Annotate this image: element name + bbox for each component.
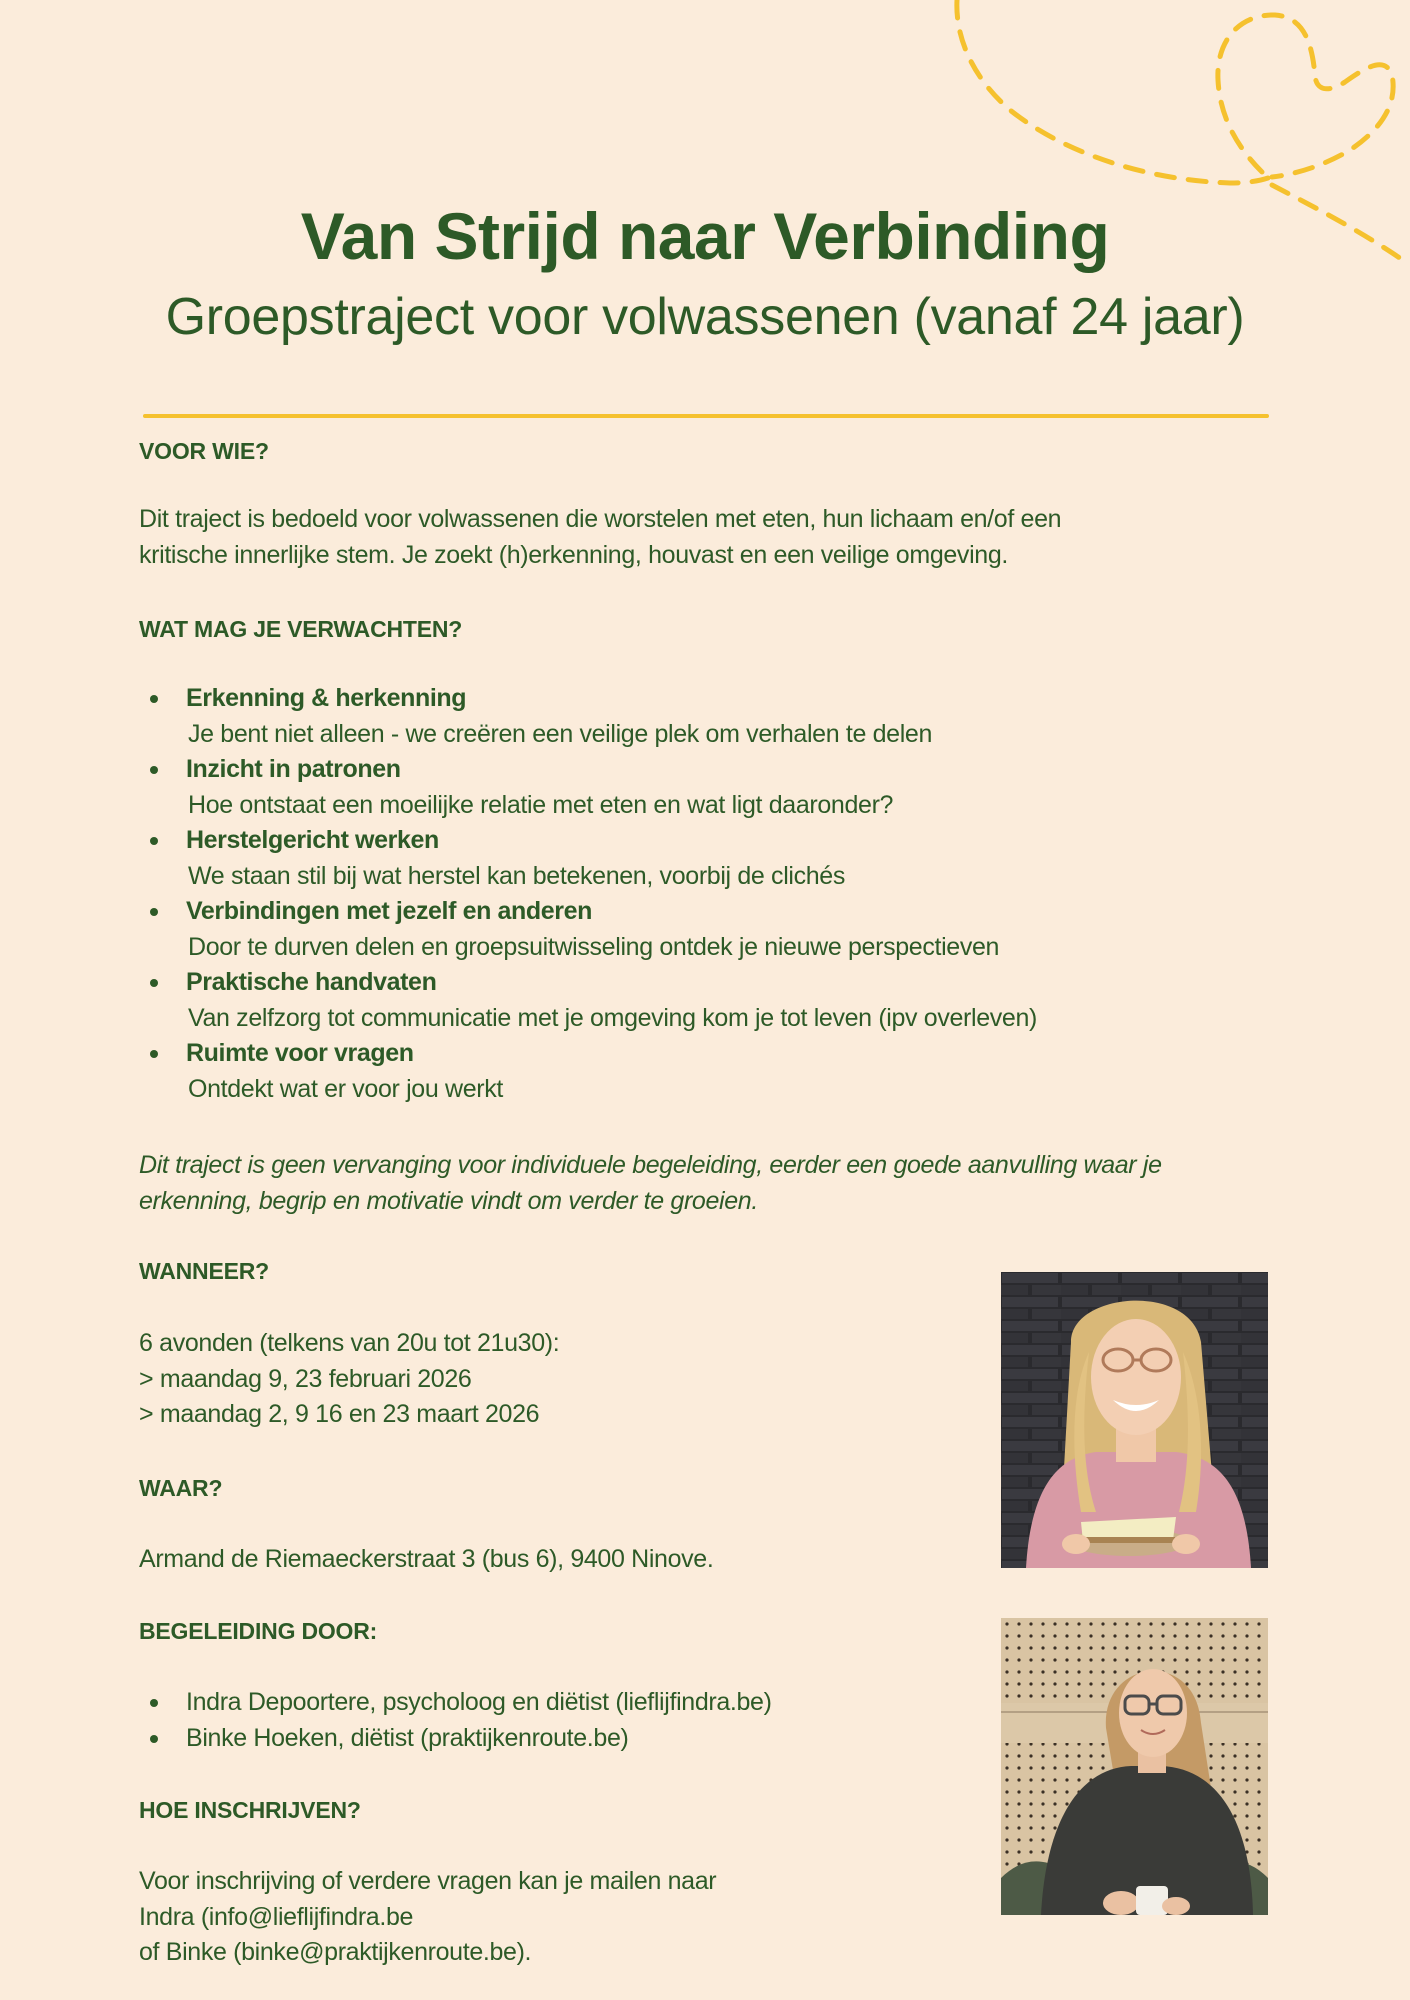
expectation-description: Ontdekt wat er voor jou werkt xyxy=(188,1074,503,1103)
expectation-description: Door te durven delen en groepsuitwisseling ontdek je nieuwe perspectieven xyxy=(188,932,1000,961)
bullet-icon xyxy=(150,979,158,987)
disclaimer-line: Dit traject is geen vervanging voor individuele begeleiding, eerder een goede aanvulling waar je xyxy=(139,1151,1162,1179)
wanneer-text xyxy=(139,1326,559,1433)
disclaimer-line: erkenning, begrip en motivatie vindt om verder te groeien. xyxy=(139,1186,758,1215)
voor-wie-line: kritische innerlijke stem. Je zoekt (h)erkenning, houvast en een veilige omgeving. xyxy=(139,540,1008,569)
expectation-description: We staan stil bij wat herstel kan betekenen, voorbij de clichés xyxy=(188,861,846,890)
wanneer-line: > maandag 2, 9 16 en 23 maart 2026 xyxy=(139,1400,540,1428)
wanneer-line: > maandag 9, 23 februari 2026 xyxy=(139,1364,472,1393)
expectation-title: Ruimte voor vragen xyxy=(186,1039,414,1067)
bullet-icon xyxy=(150,766,158,774)
voor-wie-line: Dit traject is bedoeld voor volwassenen die worstelen met eten, hun lichaam en/of een xyxy=(139,505,1062,533)
yellow-divider xyxy=(143,414,1269,418)
bullet-icon xyxy=(150,695,158,703)
list-item xyxy=(139,1036,1037,1107)
bullet-icon xyxy=(150,1699,158,1707)
list-item xyxy=(139,752,1037,823)
inschrijven-line: Indra (info@lieflijfindra.be xyxy=(139,1902,414,1931)
list-item xyxy=(139,681,1037,752)
staff-list xyxy=(139,1685,772,1756)
heading-inschrijven: HOE INSCHRIJVEN? xyxy=(139,1797,361,1823)
list-item xyxy=(139,1685,772,1721)
expectation-description: Hoe ontstaat een moeilijke relatie met eten en wat ligt daaronder? xyxy=(188,790,894,819)
heading-voor-wie: VOOR WIE? xyxy=(139,438,269,464)
heading-begeleiding: BEGELEIDING DOOR: xyxy=(139,1618,378,1644)
list-item xyxy=(139,965,1037,1036)
disclaimer-text xyxy=(139,1148,1162,1219)
staff-member: Indra Depoortere, psycholoog en diëtist (lieflijfindra.be) xyxy=(186,1688,772,1716)
page-subtitle: Groepstraject voor volwassenen (vanaf 24 jaar) xyxy=(165,288,1245,346)
inschrijven-text xyxy=(139,1864,716,1971)
inschrijven-line: of Binke (binke@praktijkenroute.be). xyxy=(139,1938,532,1966)
waar-address: Armand de Riemaeckerstraat 3 (bus 6), 9400 Ninove. xyxy=(139,1545,714,1573)
expectation-title: Inzicht in patronen xyxy=(186,755,401,783)
list-item xyxy=(139,1721,772,1757)
bullet-icon xyxy=(150,1050,158,1058)
expectations-list xyxy=(139,681,1037,1107)
heading-wanneer: WANNEER? xyxy=(139,1258,270,1284)
portrait-image-icon xyxy=(1001,1618,1268,1915)
photo-woman-with-cheesecake xyxy=(1001,1272,1268,1568)
list-item xyxy=(139,823,1037,894)
list-item xyxy=(139,894,1037,965)
expectation-description: Je bent niet alleen - we creëren een veilige plek om verhalen te delen xyxy=(188,719,933,748)
expectation-title: Erkenning & herkenning xyxy=(186,684,467,712)
wanneer-line: 6 avonden (telkens van 20u tot 21u30): xyxy=(139,1329,560,1357)
page-title: Van Strijd naar Verbinding xyxy=(300,199,1110,273)
expectation-title: Verbindingen met jezelf en anderen xyxy=(186,897,592,925)
voor-wie-text xyxy=(139,502,1061,573)
heading-verwachten: WAT MAG JE VERWACHTEN? xyxy=(139,616,463,642)
expectation-description: Van zelfzorg tot communicatie met je omgeving kom je tot leven (ipv overleven) xyxy=(188,1003,1038,1032)
photo-woman-with-cup xyxy=(1001,1618,1268,1915)
bullet-icon xyxy=(150,1735,158,1743)
expectation-title: Herstelgericht werken xyxy=(186,826,439,854)
staff-member: Binke Hoeken, diëtist (praktijkenroute.be) xyxy=(186,1723,629,1752)
expectation-title: Praktische handvaten xyxy=(186,968,437,996)
inschrijven-line: Voor inschrijving of verdere vragen kan je mailen naar xyxy=(139,1867,717,1895)
bullet-icon xyxy=(150,908,158,916)
bullet-icon xyxy=(150,837,158,845)
heading-waar: WAAR? xyxy=(139,1475,223,1501)
portrait-image-icon xyxy=(1001,1272,1268,1568)
